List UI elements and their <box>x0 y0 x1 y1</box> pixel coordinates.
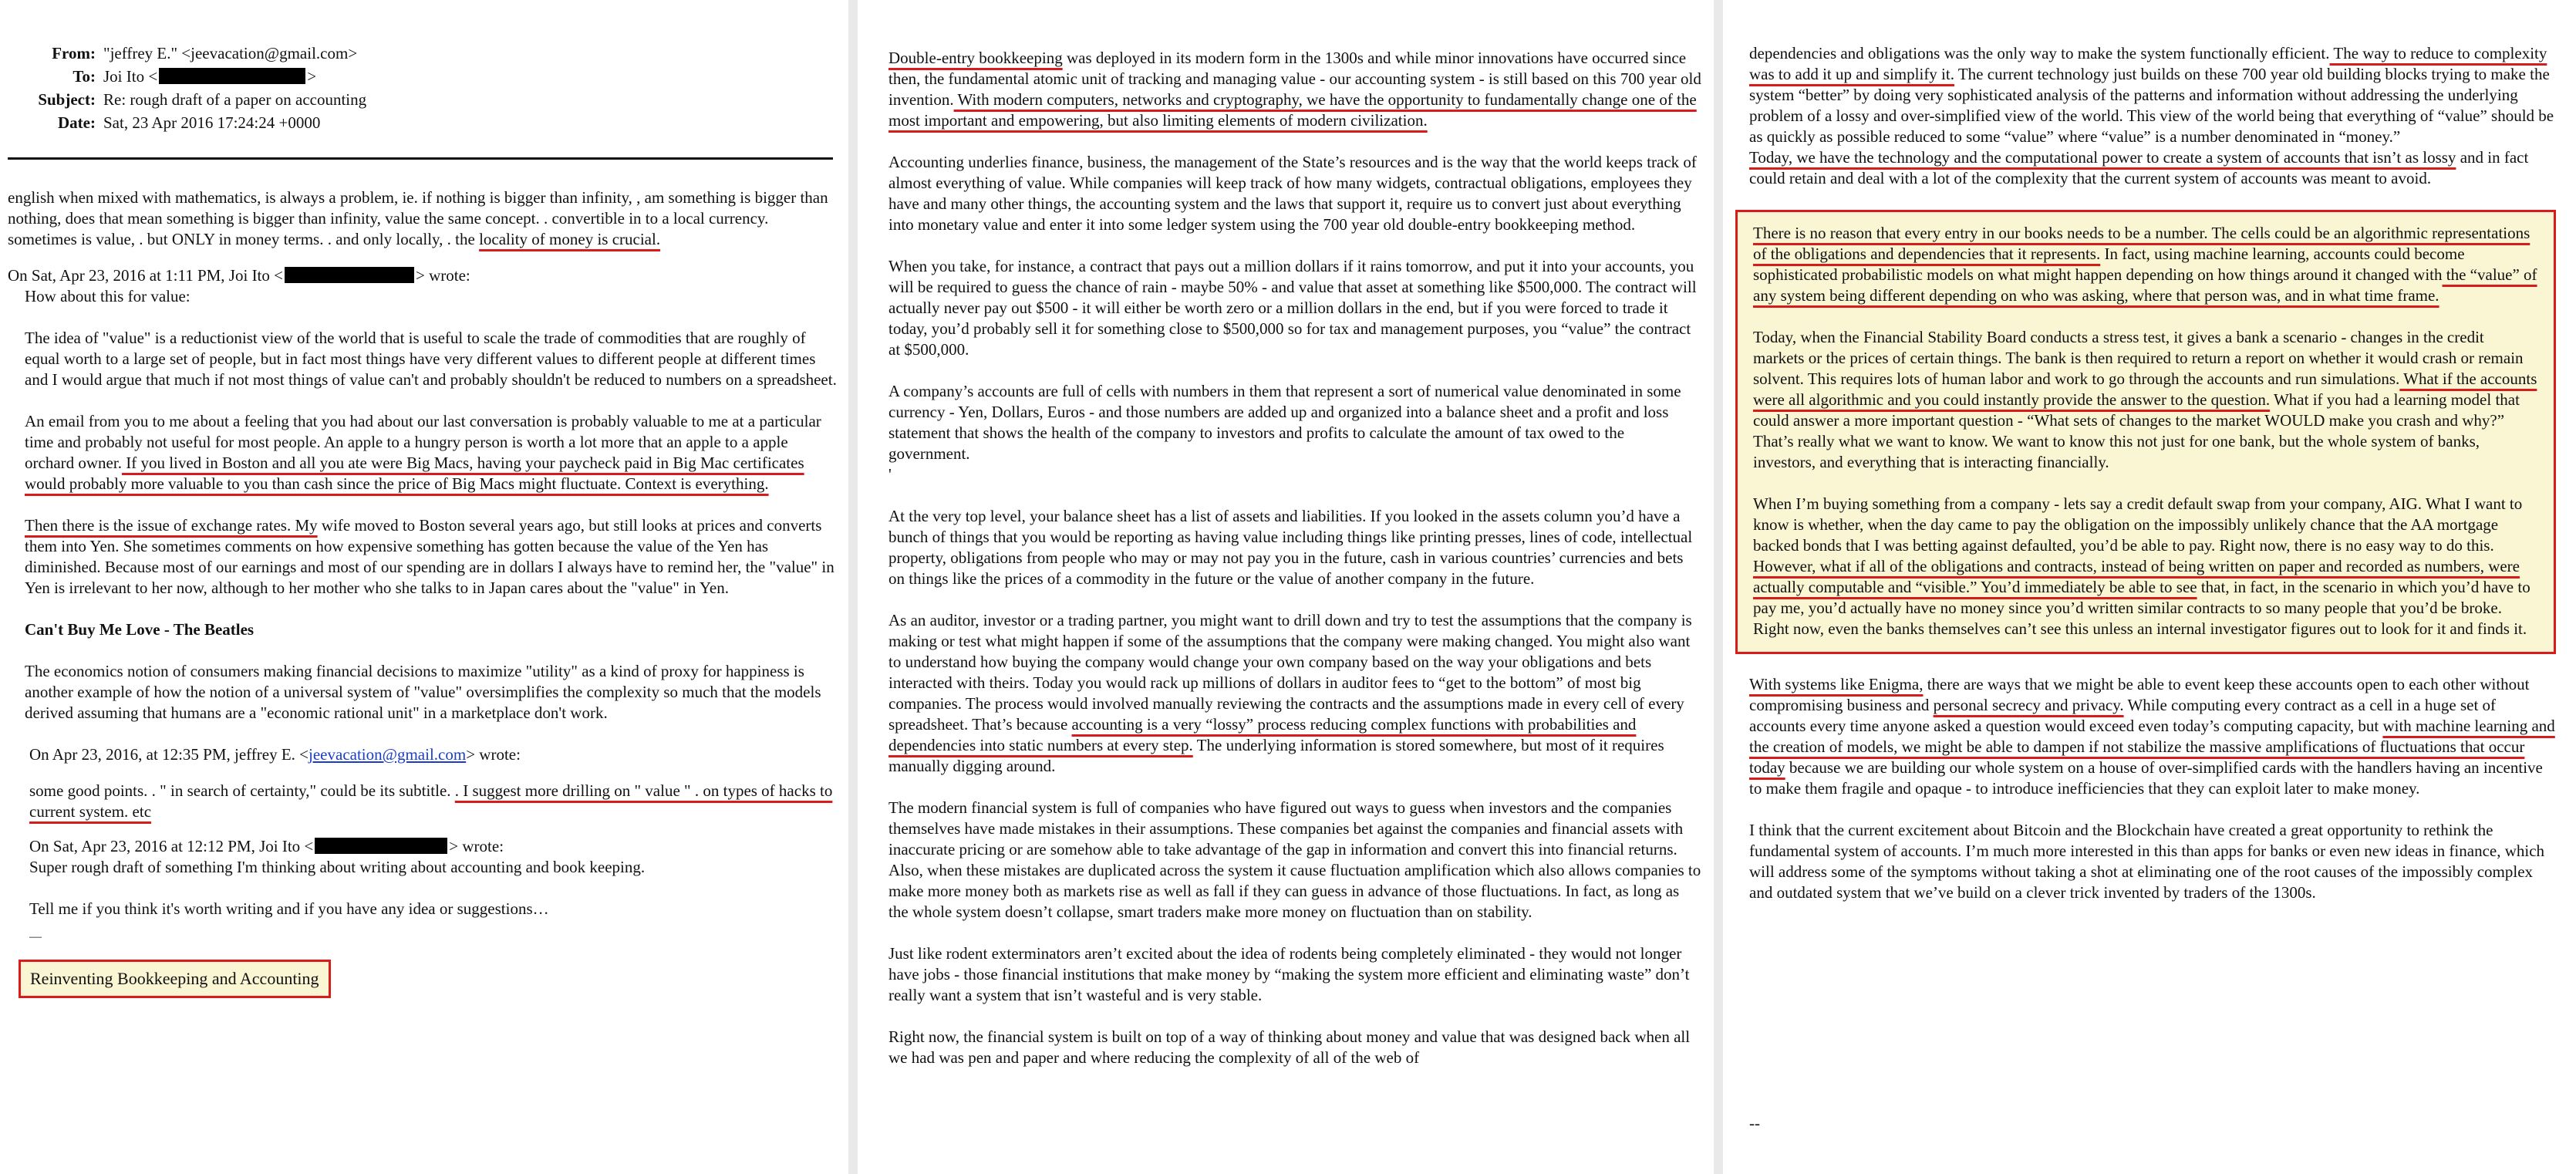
box-p3-text: When I’m buying something from a company - lets say a credit default swap from your company, AIG. What I want to know is whether, when the day came to pay the obligation on the impossibly unlikely chance that the AA mortgage backed bonds that I was betting against defaulted, you’d be able to pay. Right now, there is no easy way to do this. <box>1753 494 2523 555</box>
box-p3-underlined: However, what if all of the obligations and contracts, instead of being written on paper and recorded as numbers, were actually computable and “visible.” You’d immediately be able to see <box>1753 557 2520 596</box>
quote3-header-prefix: On Sat, Apr 23, 2016 at 12:12 PM, Joi Ito < <box>29 837 314 855</box>
header-divider <box>8 157 833 160</box>
quote1-header-prefix: On Sat, Apr 23, 2016 at 1:11 PM, Joi Ito < <box>8 266 283 285</box>
quote2-body <box>29 781 841 822</box>
quote3-line-1: Super rough draft of something I'm thinking about writing about accounting and book keeping. <box>29 858 646 876</box>
email-header <box>8 42 841 134</box>
quote2-header-suffix: > wrote: <box>466 745 521 764</box>
p2-paragraph-5: At the very top level, your balance sheet has a list of assets and liabilities. If you looked in the assets column you’d have a bunch of things that you would be reporting as having value including things like printing presses, lines of code, intellectual property, obligations from people who may or may not pay you in the future, cash in various countries’ currencies and bets on things like the prices of a commodity in the future or the value of another company in the future. <box>888 507 1693 588</box>
from-value: "jeffrey E." <jeevacation@gmail.com> <box>103 44 358 62</box>
box-p2-text-2: What if you had a learning model that could answer a more important question - “What sets of changes to the market WOULD make you crash and why?” That’s really what we want to know. We want to know this not just for one bank, but the whole system of banks, investors, and everything that is interacting financially. <box>1753 390 2520 471</box>
p3-paragraph-3: I think that the current excitement about Bitcoin and the Blockchain have created a great opportunity to rethink the fundamental system of accounts. I’m much more interested in this than apps for banks or even new ideas in finance, which will address some of the symptoms without taking a shot at eliminating one of the root causes of the impossibly complex and outdated system that we’ve build on a clever trick invented by traders of the 1300s. <box>1749 821 2545 902</box>
quote1-paragraph-4: The economics notion of consumers making financial decisions to maximize "utility" as a kind of proxy for happiness is another example of how the notion of a universal system of "value" oversimplifies the complexity so much that the models derived assuming that humans are a "economic rational unit" in a marketplace don't work. <box>25 662 821 722</box>
from-label: From: <box>52 44 96 62</box>
p2-paragraph-6 <box>888 610 1703 777</box>
p3-p1-text: dependencies and obligations was the only way to make the system functionally efficient. <box>1749 44 2330 62</box>
quote1-paragraph-2 <box>25 411 841 494</box>
p2-paragraph-4: A company’s accounts are full of cells with numbers in them that represent a sort of numerical value denominated in some currency - Yen, Dollars, Euros - and those numbers are added up and organized into a balance sheet and a profit and loss statement that shows the health of the company to investors and profits to calculate the amount of tax owed to the government. <box>888 382 1681 463</box>
quote1-p3-text: wife moved to Boston several years ago, but still looks at prices and converts them into Yen. She sometimes comments on how expensive something has gotten because the value of the Yen has diminished. Because most of our earnings and most of our spending are in dollars I always have to remind her, the "value" in Yen is irrelevant to her now, although to her mother who she talks to in Japan cares about the "value" in Yen. <box>25 516 835 597</box>
p2-p6-text-2: The underlying information is stored somewhere, but most of it requires manually digging around. <box>888 736 1664 775</box>
p2-paragraph-9: Right now, the financial system is built on top of a way of thinking about money and value that was designed back when all we had was pen and paper and where reducing the complexity of all of the web of <box>888 1027 1691 1067</box>
quote1-intro: How about this for value: <box>25 287 191 305</box>
from-row <box>9 42 841 65</box>
quote2-underlined: . I suggest more drilling on " value " . on types of hacks to current system. etc <box>29 781 833 821</box>
song-title: Can't Buy Me Love - The Beatles <box>25 620 255 639</box>
to-label: To: <box>72 67 96 86</box>
p2-paragraph-7: The modern financial system is full of companies who have figured out ways to guess when investors and the companies themselves have made mistakes in their assumptions. These companies bet against the companies and financial assets with inaccurate pricing or are somehow able to take advantage of the gap in information and convert this into financial returns. Also, when these mistakes are duplicated across the system it cause fluctuation amplification which also allows companies to make more money both as markets rise as well as fall if they can guess in advance of those fluctuations. In fact, as long as the whole system doesn’t collapse, smart traders make more money on fluctuation than on stability. <box>888 798 1701 921</box>
subject-label: Subject: <box>38 90 96 109</box>
subject-value: Re: rough draft of a paper on accounting <box>103 90 367 109</box>
p3-p1-text-2: The current technology just builds on these 700 year old building blocks trying to make the system “better” by doing very sophisticated analysis of the patterns and information without addressing the underlying problem of a lossy and over-simplified view of the world. This view of the world being that everything of “value” should be as quickly as possible reduced to some “value” where “value” is a number denominated in “money.” <box>1749 65 2554 146</box>
email-link[interactable]: jeevacation@gmail.com <box>309 745 467 764</box>
signature-dash: — <box>29 930 42 943</box>
p3-paragraph-1 <box>1749 43 2556 189</box>
document-page-2 <box>858 0 1714 1174</box>
p3-p2-text-3: because we are building our whole system on a house of over-simplified cards with the handlers having an incentive to make them fragile and opaque - to introduce inefficiencies that they can exploit later to make money. <box>1749 758 2543 798</box>
end-marker: -- <box>1749 1114 1760 1132</box>
redaction-bar <box>159 68 305 84</box>
box-p2-text: Today, when the Financial Stability Board conducts a stress test, it gives a bank a scenario - changes in the credit markets or the prices of certain things. The bank is then required to return a report on whether it would crash or remain solvent. This requires lots of human labor and work to go through the accounts and run simulations. <box>1753 328 2524 388</box>
attachment-title: Reinventing Bookkeeping and Accounting <box>19 960 331 998</box>
quote2-header <box>29 744 841 765</box>
quote3-line-2: Tell me if you think it's worth writing and if you have any idea or suggestions… <box>29 899 549 918</box>
p3-p1-underlined: The way to reduce to complexity was to add it up and simplify it. <box>1749 44 2547 83</box>
p2-paragraph-3: When you take, for instance, a contract that pays out a million dollars if it rains tomorrow, and put it into your accounts, you will be required to guess the chance of rain - maybe 50% - and value that asset at something like $500,000. The contract will actually never pay out $500 - it will either be worth zero or a million dollars in the end, but if you were forced to trade it today, you’d probably sell it for something close to $500,000 so for tax and management purposes, you “value” the contract at $500,000. <box>888 257 1697 359</box>
box-p1-underlined: There is no reason that every entry in our books needs to be a number. The cells could be an algorithmic representations of the obligations and dependencies that it represents. <box>1753 224 2530 263</box>
quote1-paragraph-1: The idea of "value" is a reductionist view of the world that is useful to scale the trade of commodities that are roughly of equal worth to a large set of people, but in fact most things have very different values to different people at different times and I would argue that much if not most things of value can't and probably shouldn't be reduced to numbers on a spreadsheet. <box>25 329 837 389</box>
p3-p1-underlined-2: Today, we have the technology and the computational power to create a system of accounts that isn’t as lossy <box>1749 148 2456 167</box>
quote2-text: some good points. . " in search of certainty," could be its subtitle. <box>29 781 455 800</box>
quoted-message-1 <box>8 286 841 919</box>
subject-row <box>9 88 841 111</box>
reply-underlined: locality of money is crucial. <box>479 230 661 248</box>
p2-p6-text: As an auditor, investor or a trading partner, you might want to drill down and try to test the assumptions that the company is making or test what might happen if some of the assumptions that the company were making changed. You might also want to understand how buying the company would change your own company based on the way your obligations and bets interacted with theirs. Today you would rack up millions of dollars in auditor fees to “get to the bottom” of most big companies. The process would involved manually reviewing the contracts and the assumptions made in every cell of every spreadsheet. That’s because <box>888 611 1692 734</box>
p3-p2-text: there are ways that we might be able to event keep these accounts open to each other without compromising business and <box>1749 675 2530 714</box>
p3-p1-text-3: and in fact could retain and deal with a lot of the complexity that the current system of accounts was meant to avoid. <box>1749 148 2529 187</box>
box-p1-underlined-2: the “value” of any system being different depending on who was asking, where that person was, and in what time frame. <box>1753 265 2537 305</box>
to-suffix: > <box>307 67 317 86</box>
p3-p2-text-2: While computing every contract as a cell in a huge set of accounts every time anyone asked a question would exceed even today’s computing capacity, but <box>1749 696 2497 735</box>
quote3-header-suffix: > wrote: <box>449 837 504 855</box>
p3-p2-underlined: With systems like Enigma, <box>1749 675 1924 693</box>
p2-p6-underlined: accounting is a very “lossy” process reducing complex functions with probabilities and dependencies into static numbers at every step. <box>888 715 1637 754</box>
highlighted-box <box>1735 210 2556 654</box>
p2-p1-text: was deployed in its modern form in the 1300s and while minor innovations have occurred since then, the fundamental atomic unit of tracking and managing value - our accounting system - is still based on this 700 year old invention. <box>888 49 1701 109</box>
quote3-header <box>29 836 841 857</box>
box-paragraph-3 <box>1753 494 2538 639</box>
quote1-paragraph-3 <box>25 515 841 599</box>
p3-paragraph-2 <box>1749 674 2556 799</box>
p2-p1-underlined: Double-entry bookkeeping <box>888 49 1063 67</box>
p2-paragraph-4-tick: ' <box>888 465 892 484</box>
quote1-p3-underlined: Then there is the issue of exchange rates. My <box>25 516 318 535</box>
p3-p2-underlined-2: personal secrecy and privacy. <box>1933 696 2124 714</box>
to-row <box>9 65 841 88</box>
document-page-3 <box>1723 0 2576 1174</box>
quote2-header-prefix: On Apr 23, 2016, at 12:35 PM, jeffrey E. < <box>29 745 309 764</box>
p2-paragraph-1 <box>888 48 1703 131</box>
box-p3-text-2: that, in fact, in the scenario in which you’d have to pay me, you’d actually have no money since you’d written similar contracts to so many people that you’d be broke. Right now, even the banks themselves can’t see this unless an internal investigator figures out to look for it and finds it. <box>1753 578 2530 638</box>
p2-paragraph-2: Accounting underlies finance, business, the management of the State’s resources and is the way that the world keeps track of almost everything of value. While companies will keep track of how many widgets, contractual obligations, employees they have and many other things, the accounting system and the laws that support it, require us to convert just about everything into monetary value and enter it into some ledger system using the 700 year old double-entry bookkeeping method. <box>888 153 1697 234</box>
p2-paragraph-8: Just like rodent exterminators aren’t excited about the idea of rodents being completely eliminated - they would not longer have jobs - those financial institutions that make money by “making the system more efficient and eliminating waste” don’t really want a system that isn’t wasteful and is very stable. <box>888 944 1690 1004</box>
quote1-p2-underlined: If you lived in Boston and all you ate were Big Macs, having your paycheck paid in Big Mac certificates would probably more valuable to you than cash since the price of Big Macs might fluctuate. Context is everything. <box>25 454 804 493</box>
reply-body <box>8 187 841 250</box>
quote1-header-suffix: > wrote: <box>416 266 470 285</box>
box-p1-text: In fact, using machine learning, accounts could become sophisticated probabilistic models on what might happen depending on how things around it changed with <box>1753 245 2465 284</box>
p2-p1-underlined-2: With modern computers, networks and cryptography, we have the opportunity to fundamentally change one of the most important and empowering, but also limiting elements of modern civilization. <box>888 90 1697 130</box>
date-value: Sat, 23 Apr 2016 17:24:24 +0000 <box>103 113 321 132</box>
date-row <box>9 111 841 134</box>
redaction-bar <box>315 838 447 854</box>
to-name: Joi Ito < <box>103 67 158 86</box>
redaction-bar <box>285 267 414 283</box>
p3-p2-underlined-3: with machine learning and the creation of models, we might be able to dampen if not stabilize the massive amplifications of fluctuations that occur today <box>1749 717 2555 777</box>
box-p2-underlined: What if the accounts were all algorithmic and you could instantly provide the answer to the question. <box>1753 369 2537 409</box>
quote1-p2-text: An email from you to me about a feeling that you had about our last conversation is probably valuable to me at a particular time and probably not useful for most people. An apple to a hungry person is worth a lot more that an apple to a apple orchard owner. <box>25 412 821 472</box>
box-paragraph-1 <box>1753 223 2538 306</box>
reply-text: english when mixed with mathematics, is always a problem, ie. if nothing is bigger than infinity, , am something is bigger than nothing, does that mean something is bigger than infinity, value the same concept. . convertible in to a local currency. sometimes is value, . but ONLY in money terms. . and only locally, . the <box>8 188 828 248</box>
date-label: Date: <box>58 113 96 132</box>
email-page <box>0 0 848 1174</box>
box-paragraph-2 <box>1753 327 2538 473</box>
quote1-header <box>8 265 841 286</box>
